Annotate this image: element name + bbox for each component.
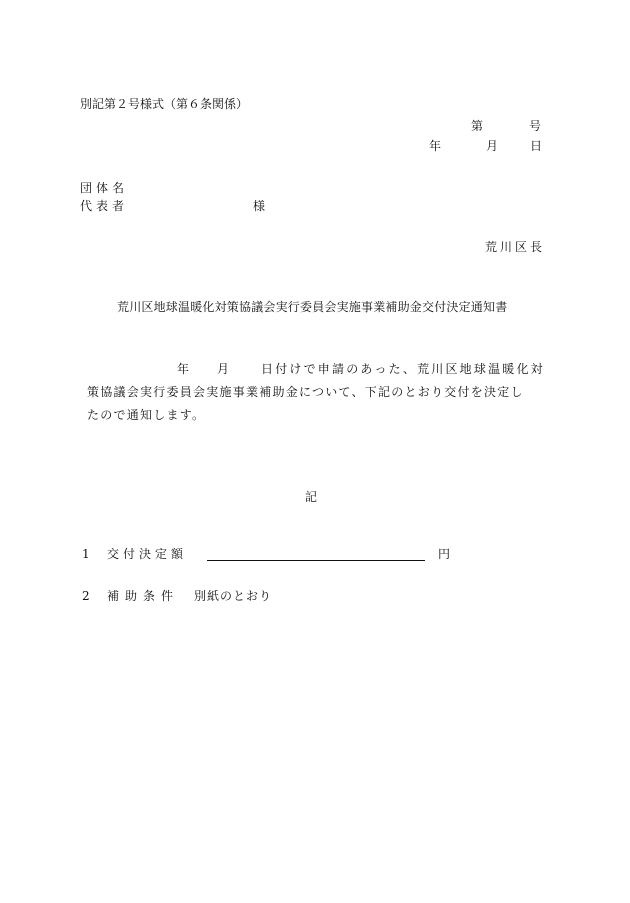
item-1-unit: 円	[438, 547, 451, 561]
item-2-label: 補助条件	[107, 589, 180, 603]
date-day-label: 日	[530, 139, 543, 153]
item-1-label: 交付決定額	[107, 547, 188, 561]
body-month-label: 月	[217, 362, 230, 376]
organization-name-label: 団体名	[80, 181, 129, 195]
item-2-value: 別紙のとおり	[194, 589, 273, 603]
document-number-prefix: 第	[471, 119, 484, 133]
date-month-label: 月	[486, 139, 499, 153]
form-label: 別記第２号様式（第６条関係）	[80, 97, 249, 111]
body-text-line-3: たので通知します。	[87, 408, 206, 422]
date-year-label: 年	[429, 139, 442, 153]
document-title: 荒川区地球温暖化対策協議会実行委員会実施事業補助金交付決定通知書	[117, 300, 508, 314]
issuer-name: 荒川区長	[485, 240, 546, 254]
honorific-sama: 様	[253, 199, 266, 213]
body-text-line-2: 策協議会実行委員会実施事業補助金について、下記のとおり交付を決定し	[87, 385, 524, 399]
representative-label: 代表者	[80, 199, 129, 213]
body-text-line-1: 日付けで申請のあった、荒川区地球温暖化対	[261, 362, 545, 376]
item-1-number: 1	[82, 547, 90, 561]
ki-heading: 記	[305, 490, 318, 504]
amount-blank-line	[207, 560, 425, 561]
document-number-suffix: 号	[529, 119, 542, 133]
body-year-label: 年	[177, 362, 190, 376]
item-2-number: 2	[82, 589, 90, 603]
